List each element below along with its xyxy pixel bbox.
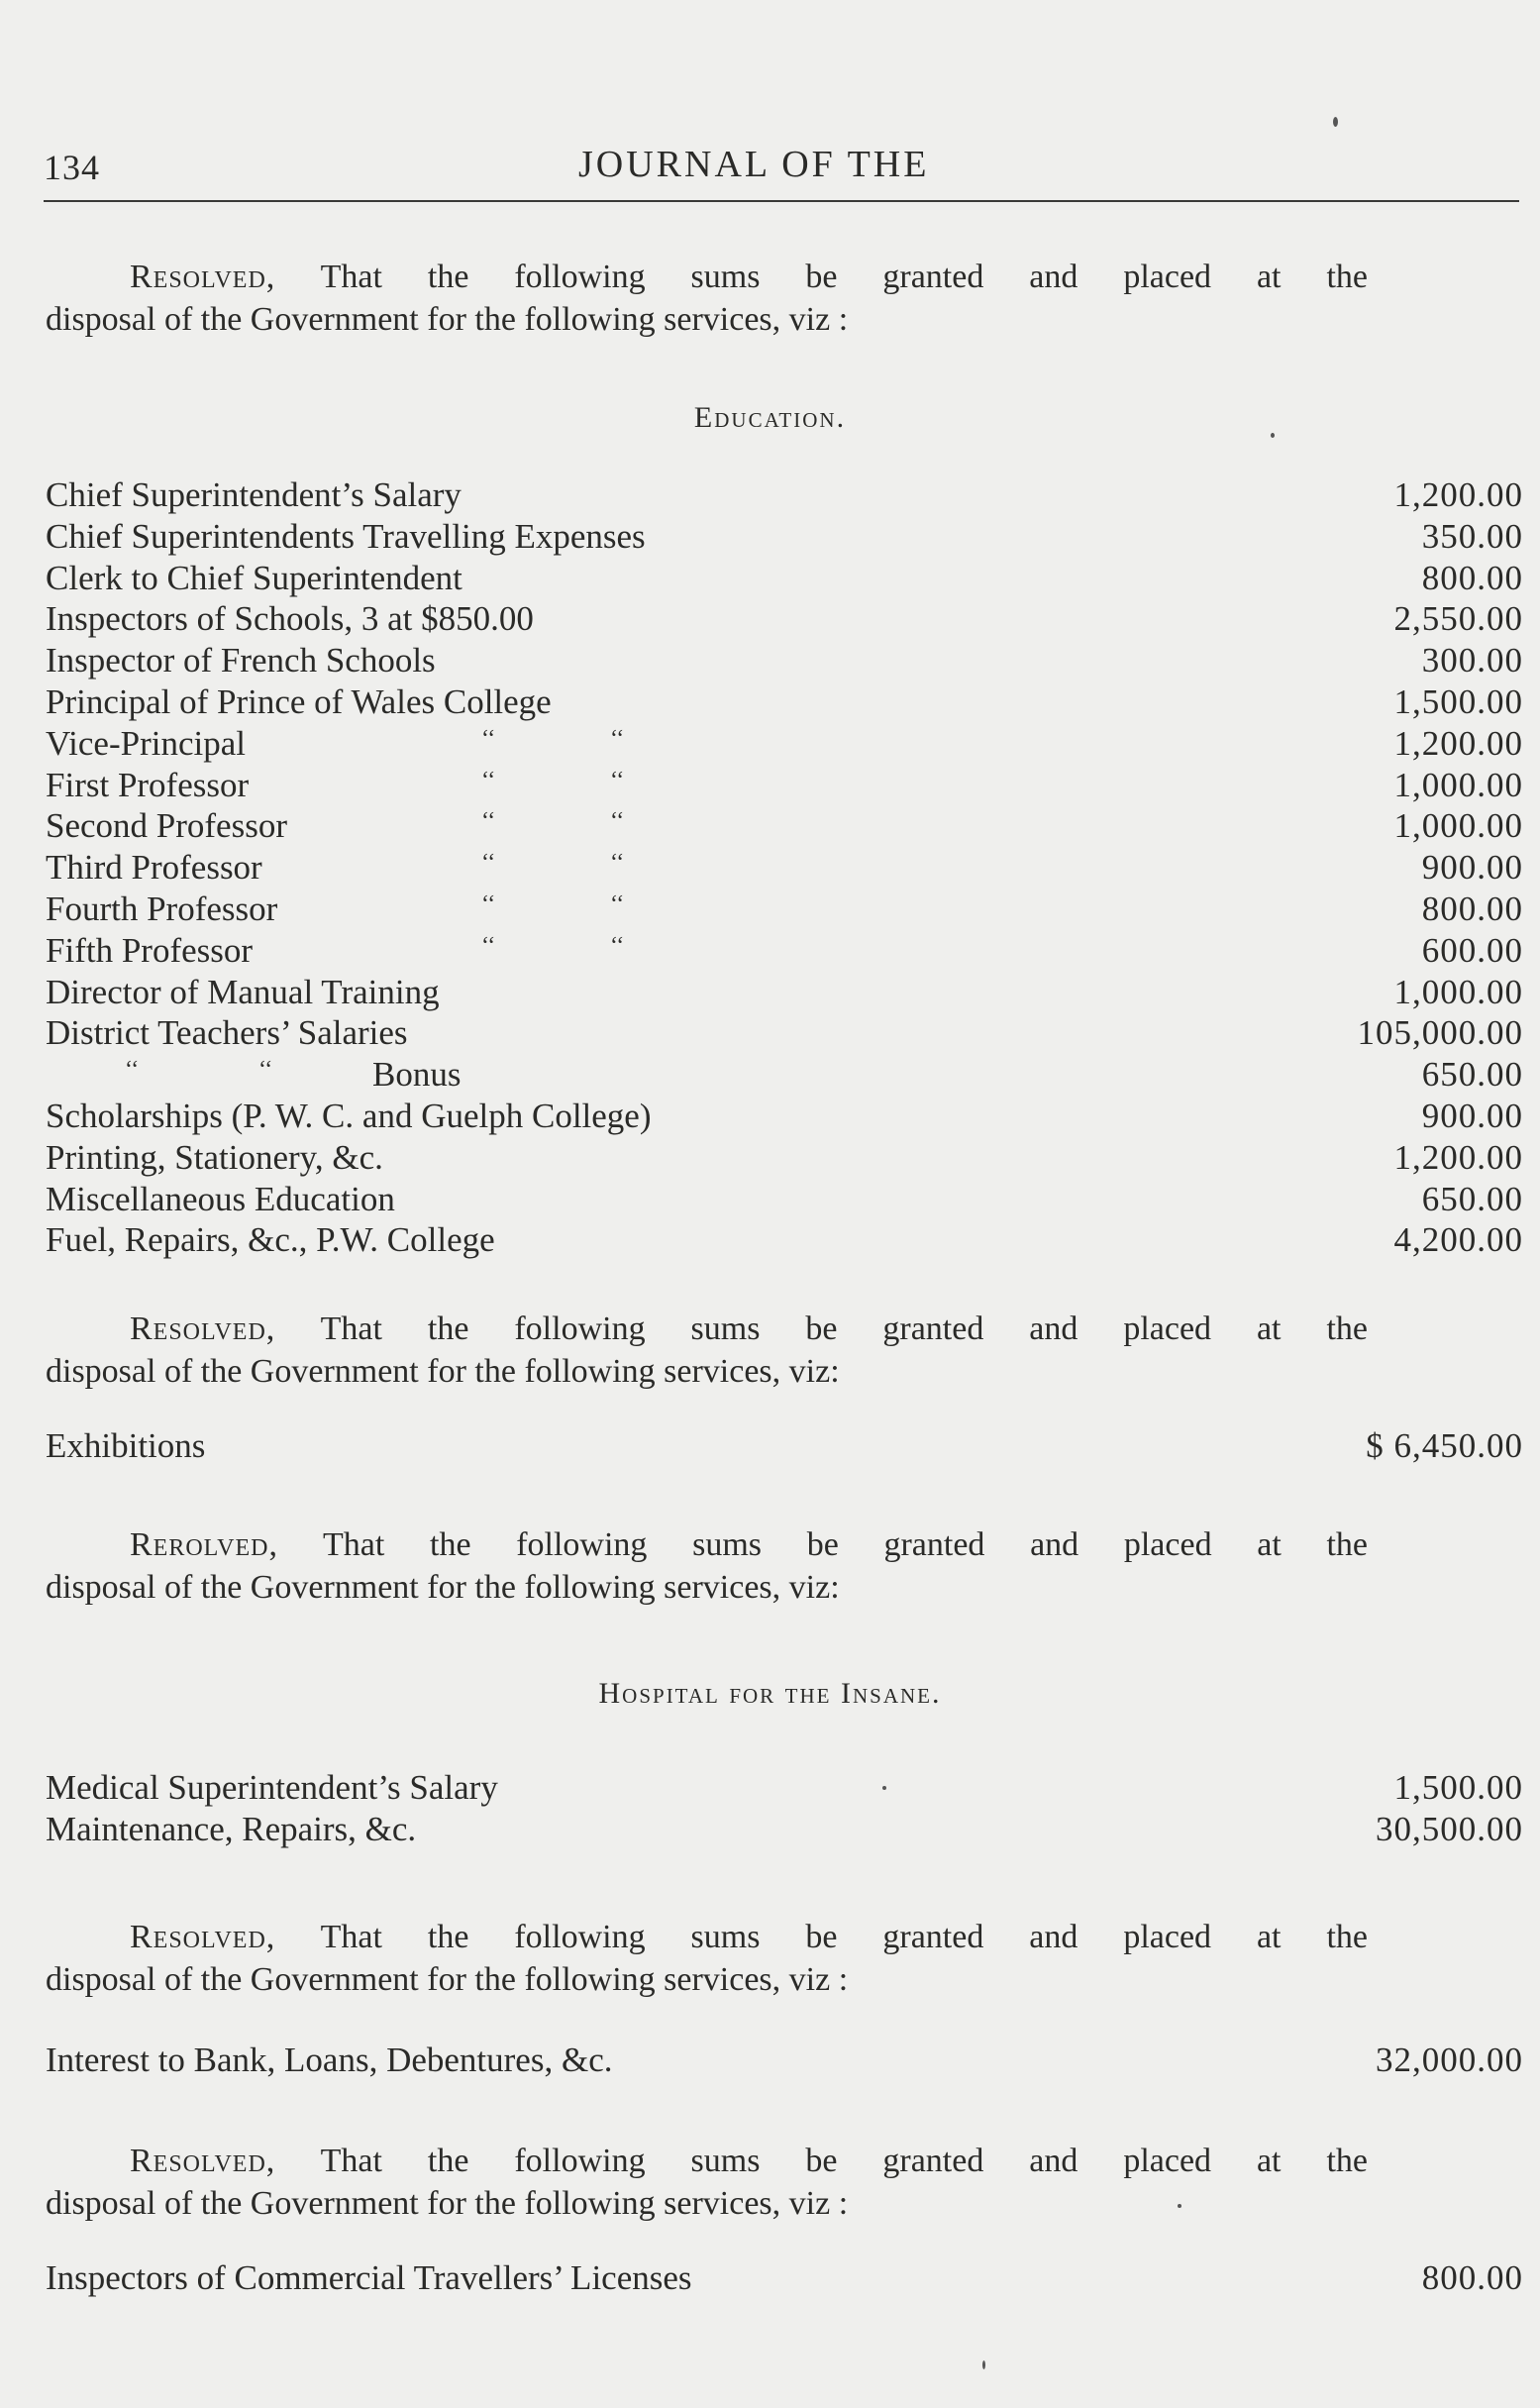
- item-amount: 105,000.00: [1357, 1013, 1523, 1053]
- item-label: Second Professor: [46, 806, 287, 846]
- interest-entry: [46, 2039, 1523, 2082]
- item-amount: 600.00: [1421, 930, 1523, 970]
- ditto-mark: ‘‘: [610, 725, 625, 752]
- list-item: [46, 1424, 1523, 1468]
- resolution-text-1: That the following sums be granted and placed at the: [320, 1310, 1368, 1347]
- item-amount: 2,550.00: [1393, 599, 1523, 639]
- ditto-mark: ‘‘: [610, 932, 625, 959]
- section-heading-education: Education.: [693, 401, 847, 434]
- item-amount: 1,200.00: [1393, 475, 1523, 514]
- resolution-paragraph: [46, 256, 1368, 341]
- list-item: [46, 765, 1523, 806]
- resolution-lead: Resolved,: [130, 2143, 276, 2179]
- list-item: [46, 847, 1523, 889]
- item-amount: 900.00: [1421, 848, 1523, 888]
- item-label: Bonus: [372, 1055, 462, 1095]
- resolution-line-2: disposal of the Government for the following services, viz :: [46, 2185, 849, 2222]
- list-item: [46, 2256, 1523, 2300]
- item-amount: 30,500.00: [1376, 1809, 1523, 1848]
- item-label: Scholarships (P. W. C. and Guelph College): [46, 1096, 652, 1135]
- page-number: 134: [44, 148, 100, 187]
- resolution-line-2: disposal of the Government for the following services, viz :: [46, 1961, 849, 1998]
- section-heading-hospital: Hospital for the Insane.: [598, 1677, 942, 1710]
- item-amount: 800.00: [1421, 889, 1523, 928]
- item-label: District Teachers’ Salaries: [46, 1013, 408, 1053]
- resolution-lead: Resolved,: [130, 1310, 276, 1347]
- list-item: [46, 1054, 1523, 1096]
- resolution-line-1: [46, 1523, 1368, 1566]
- ditto-mark: ‘‘: [481, 932, 496, 959]
- list-item: [46, 723, 1523, 765]
- resolution-text-1: That the following sums be granted and placed at the: [320, 2143, 1368, 2179]
- ditto-marks: [481, 801, 625, 843]
- item-label: Clerk to Chief Superintendent: [46, 558, 462, 597]
- education-list: [46, 474, 1523, 1261]
- exhibitions-entry: [46, 1424, 1523, 1468]
- list-item: [46, 805, 1523, 847]
- ditto-marks: [481, 843, 625, 885]
- ditto-mark: ‘‘: [258, 1057, 273, 1084]
- item-amount: 4,200.00: [1393, 1220, 1523, 1260]
- list-item: [46, 930, 1523, 972]
- item-label: Fifth Professor: [46, 930, 254, 970]
- list-item: [46, 598, 1523, 640]
- item-label: Fourth Professor: [46, 889, 278, 928]
- resolution-lead: Resolved,: [130, 259, 276, 295]
- item-amount: 1,500.00: [1393, 681, 1523, 721]
- resolution-line-2: disposal of the Government for the following services, viz:: [46, 1353, 840, 1390]
- item-label: First Professor: [46, 765, 250, 804]
- resolution-line-1: [46, 256, 1368, 298]
- item-label: Miscellaneous Education: [46, 1179, 395, 1218]
- list-item: [46, 1012, 1523, 1054]
- ditto-mark: ‘‘: [610, 767, 625, 793]
- list-item: [46, 640, 1523, 681]
- item-amount: 650.00: [1421, 1179, 1523, 1218]
- item-label: Inspector of French Schools: [46, 641, 436, 681]
- ditto-mark: ‘‘: [125, 1057, 140, 1084]
- item-label: Principal of Prince of Wales College: [46, 681, 552, 721]
- item-label: Inspectors of Schools, 3 at $850.00: [46, 599, 534, 639]
- item-amount: $ 6,450.00: [1366, 1426, 1523, 1465]
- item-label: Maintenance, Repairs, &c.: [46, 1809, 417, 1848]
- scan-speck: [1333, 117, 1338, 127]
- item-amount: 900.00: [1421, 1096, 1523, 1135]
- item-amount: 1,500.00: [1393, 1768, 1523, 1807]
- item-amount: 1,000.00: [1393, 806, 1523, 846]
- list-item: [46, 1096, 1523, 1137]
- resolution-lead: Resolved,: [130, 1919, 276, 1955]
- scan-speck: [1178, 2204, 1181, 2208]
- ditto-mark: ‘‘: [610, 808, 625, 835]
- education-items: [46, 474, 1523, 1261]
- list-item: [46, 516, 1523, 558]
- item-label: Exhibitions: [46, 1426, 206, 1465]
- ditto-mark: ‘‘: [481, 850, 496, 877]
- ditto-mark: ‘‘: [481, 767, 496, 793]
- header-rule: [44, 200, 1519, 202]
- list-item: [46, 558, 1523, 599]
- list-item: [46, 1137, 1523, 1179]
- resolution-line-2: disposal of the Government for the following services, viz :: [46, 301, 849, 338]
- item-label: Chief Superintendents Travelling Expenses: [46, 516, 646, 556]
- list-item: [46, 889, 1523, 930]
- ditto-mark: ‘‘: [481, 808, 496, 835]
- resolution-paragraph: [46, 1916, 1368, 2001]
- resolution-line-1: [46, 1916, 1368, 1958]
- ditto-mark: ‘‘: [481, 725, 496, 752]
- item-label: Interest to Bank, Loans, Debentures, &c.: [46, 2041, 613, 2079]
- page-header: [44, 139, 1519, 198]
- ditto-mark: ‘‘: [610, 890, 625, 917]
- ditto-marks: [481, 885, 625, 926]
- item-label: Fuel, Repairs, &c., P.W. College: [46, 1220, 495, 1260]
- item-amount: 1,000.00: [1393, 765, 1523, 804]
- inspectors-entry: [46, 2256, 1523, 2300]
- item-amount: 32,000.00: [1376, 2041, 1523, 2079]
- list-item: [46, 1179, 1523, 1220]
- item-label: Director of Manual Training: [46, 972, 440, 1011]
- resolution-paragraph: [46, 2140, 1368, 2225]
- ditto-mark: ‘‘: [610, 850, 625, 877]
- list-item: [46, 2039, 1523, 2082]
- list-item: [46, 1809, 1523, 1850]
- resolution-line-1: [46, 2140, 1368, 2182]
- resolution-paragraph: [46, 1523, 1368, 1609]
- item-amount: 1,200.00: [1393, 723, 1523, 763]
- resolution-text-1: That the following sums be granted and placed at the: [323, 1526, 1368, 1563]
- running-title: JOURNAL OF THE: [578, 144, 930, 185]
- hospital-items: [46, 1767, 1523, 1850]
- item-label: Third Professor: [46, 848, 262, 888]
- resolution-line-2: disposal of the Government for the following services, viz:: [46, 1569, 840, 1606]
- item-amount: 1,000.00: [1393, 972, 1523, 1011]
- resolution-text-1: That the following sums be granted and placed at the: [320, 1919, 1368, 1955]
- item-label: Chief Superintendent’s Salary: [46, 475, 462, 514]
- item-amount: 800.00: [1421, 558, 1523, 597]
- scan-speck: [882, 1786, 886, 1790]
- item-label: Inspectors of Commercial Travellers’ Licenses: [46, 2258, 692, 2297]
- list-item: [46, 1767, 1523, 1809]
- ditto-marks: [481, 761, 625, 802]
- item-label: Medical Superintendent’s Salary: [46, 1768, 498, 1807]
- ditto-mark: ‘‘: [481, 890, 496, 917]
- item-amount: 300.00: [1421, 641, 1523, 681]
- scan-speck: [982, 2360, 985, 2369]
- item-amount: 800.00: [1421, 2258, 1523, 2297]
- item-label: Printing, Stationery, &c.: [46, 1137, 383, 1177]
- item-amount: 650.00: [1421, 1055, 1523, 1095]
- item-label: Vice-Principal: [46, 723, 246, 763]
- list-item: [46, 474, 1523, 516]
- list-item: [46, 681, 1523, 723]
- list-item: [46, 1219, 1523, 1261]
- ditto-marks: [481, 719, 625, 761]
- item-amount: 1,200.00: [1393, 1137, 1523, 1177]
- resolution-line-1: [46, 1308, 1368, 1350]
- resolution-paragraph: [46, 1308, 1368, 1393]
- item-amount: 350.00: [1421, 516, 1523, 556]
- resolution-lead: Rerolved,: [130, 1526, 278, 1563]
- hospital-list: [46, 1767, 1523, 1850]
- scan-speck: [1271, 433, 1275, 438]
- ditto-marks: [481, 926, 625, 968]
- list-item: [46, 972, 1523, 1013]
- resolution-text-1: That the following sums be granted and placed at the: [320, 259, 1368, 295]
